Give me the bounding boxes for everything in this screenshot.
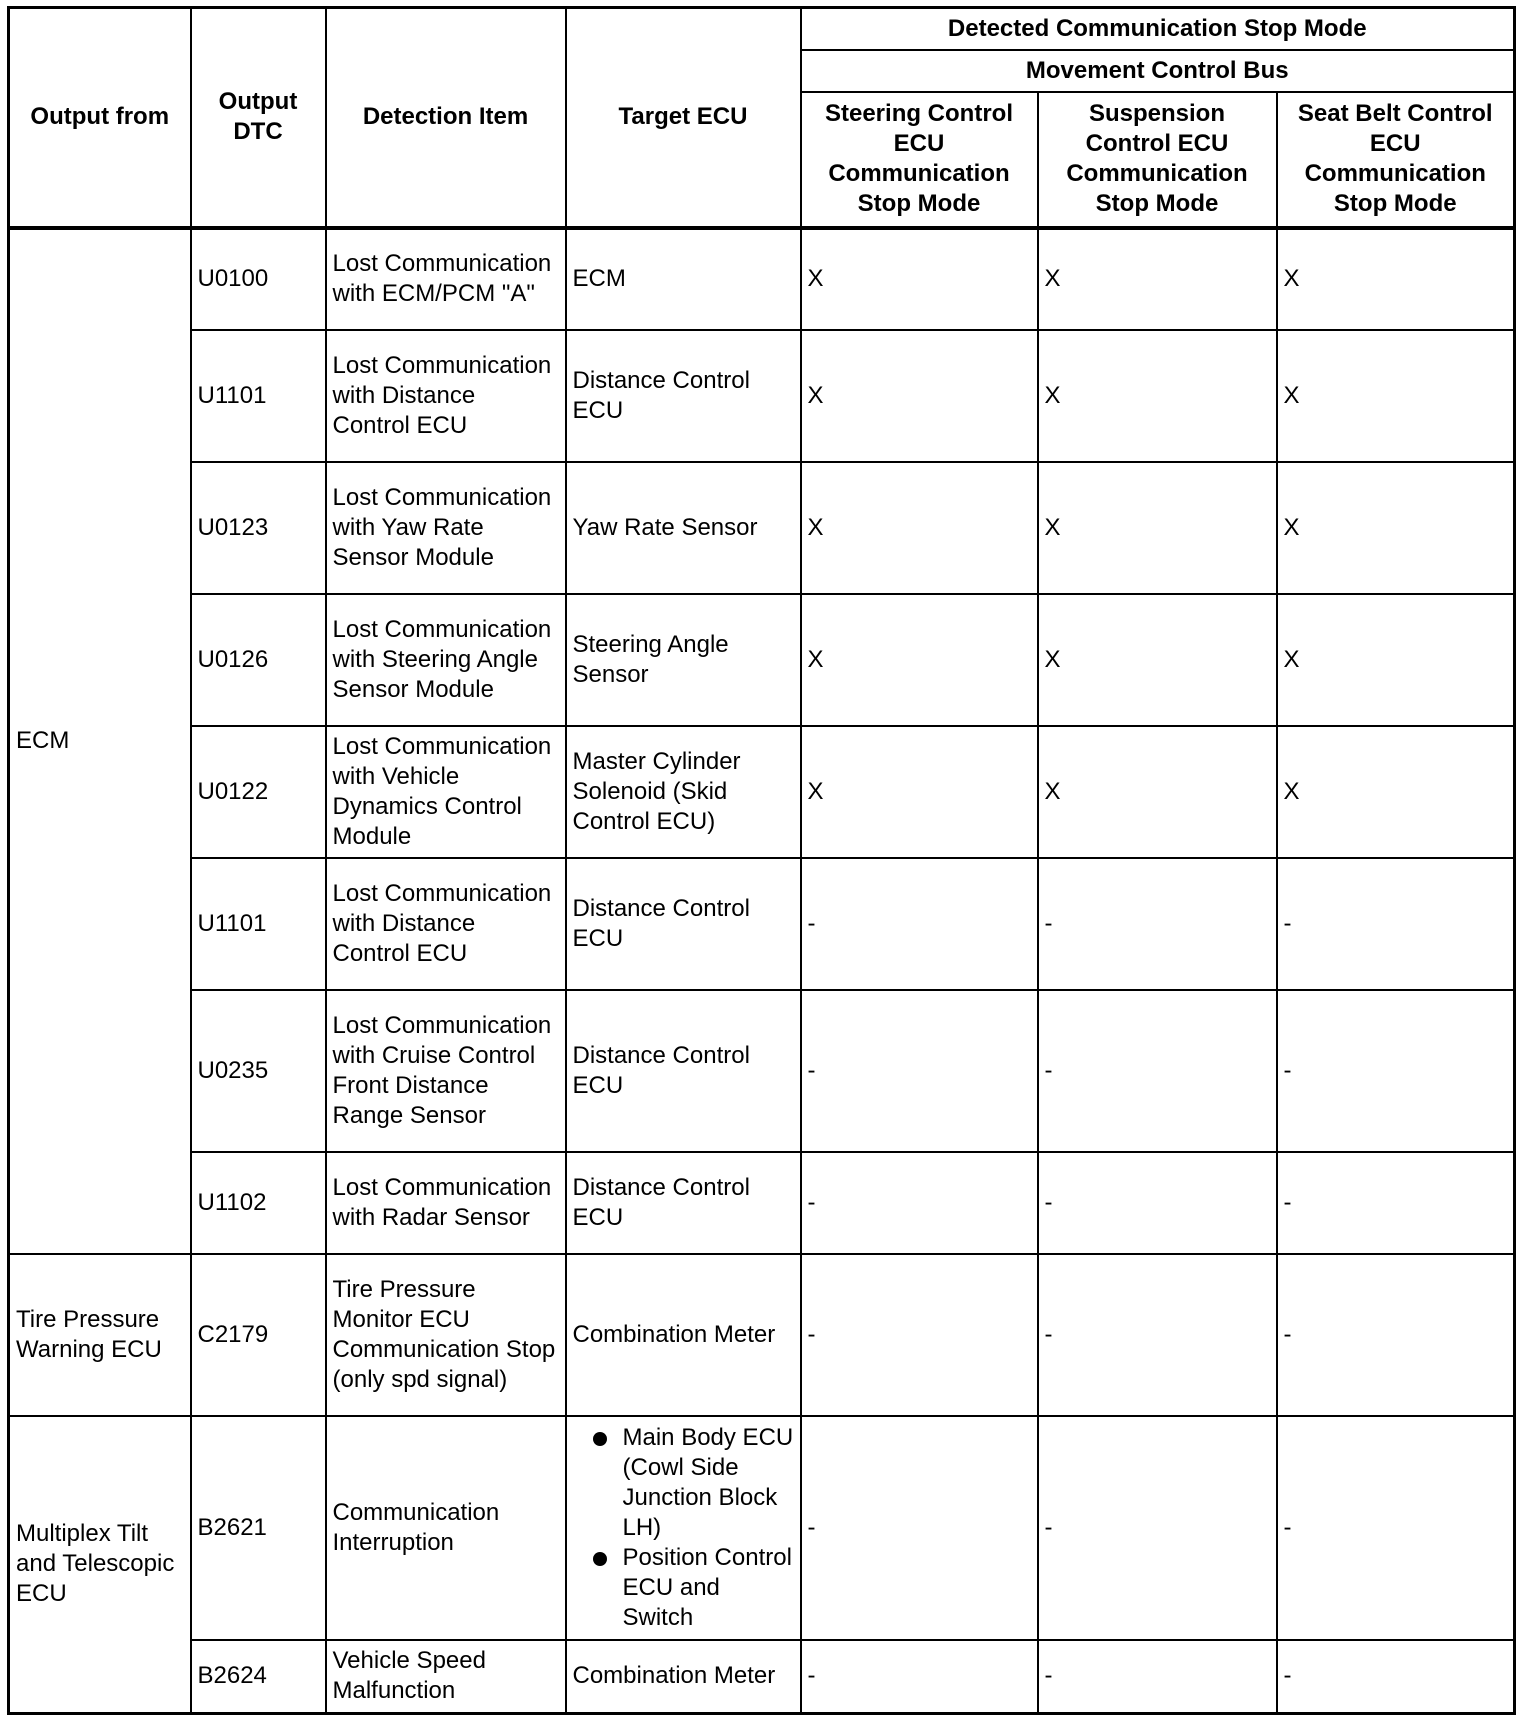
table-row [9,462,1515,594]
seatbelt-mode-cell: X [1277,228,1515,330]
table-row [9,990,1515,1152]
suspension-mode-cell: - [1038,858,1277,990]
steering-mode-cell: X [801,594,1038,726]
seatbelt-mode-cell: X [1277,594,1515,726]
detection-item-cell: Lost Communication with Radar Sensor [326,1152,566,1254]
target-ecu-cell: Master Cylinder Solenoid (Skid Control ECU) [566,726,801,858]
header-output-dtc: Output DTC [191,8,326,228]
header-movement-control-bus: Movement Control Bus [801,50,1515,92]
table-row [9,1254,1515,1416]
dtc-table-wrapper [7,6,1516,1715]
dtc-code-cell: U0123 [191,462,326,594]
target-ecu-list-item: Main Body ECU (Cowl Side Junction Block LH) [622,1423,794,1541]
dtc-code-cell: U1102 [191,1152,326,1254]
steering-mode-cell: X [801,330,1038,462]
output-from-cell: Multiplex Tilt and Telescopic ECU [9,1416,191,1714]
header-output-from: Output from [9,8,191,228]
seatbelt-mode-cell: X [1277,726,1515,858]
dtc-code-cell: U1101 [191,858,326,990]
target-ecu-cell: Distance Control ECU [566,858,801,990]
suspension-mode-cell: X [1038,594,1277,726]
dtc-code-cell: U0126 [191,594,326,726]
dtc-code-cell: B2624 [191,1640,326,1714]
seatbelt-mode-cell: - [1277,990,1515,1152]
table-row [9,1640,1515,1714]
suspension-mode-cell: - [1038,1640,1277,1714]
target-ecu-cell: Distance Control ECU [566,1152,801,1254]
target-ecu-cell: Distance Control ECU [566,990,801,1152]
dtc-code-cell: C2179 [191,1254,326,1416]
detection-item-cell: Communication Interruption [326,1416,566,1640]
detection-item-cell: Lost Communication with Yaw Rate Sensor Module [326,462,566,594]
detection-item-cell: Lost Communication with ECM/PCM "A" [326,228,566,330]
target-ecu-cell: Yaw Rate Sensor [566,462,801,594]
header-target-ecu: Target ECU [566,8,801,228]
seatbelt-mode-cell: - [1277,1152,1515,1254]
output-from-cell: Tire Pressure Warning ECU [9,1254,191,1416]
header-steering-control-ecu: Steering Control ECU Communication Stop Mode [801,92,1038,228]
steering-mode-cell: - [801,1640,1038,1714]
target-ecu-cell: ECM [566,228,801,330]
steering-mode-cell: - [801,990,1038,1152]
suspension-mode-cell: - [1038,990,1277,1152]
detection-item-cell: Lost Communication with Vehicle Dynamics Control Module [326,726,566,858]
suspension-mode-cell: - [1038,1152,1277,1254]
table-row [9,228,1515,330]
dtc-table-body [9,228,1515,1714]
suspension-mode-cell: - [1038,1254,1277,1416]
detection-item-cell: Lost Communication with Cruise Control Front Distance Range Sensor [326,990,566,1152]
dtc-table [7,6,1516,1715]
detection-item-cell: Lost Communication with Distance Control ECU [326,858,566,990]
detection-item-cell: Lost Communication with Distance Control ECU [326,330,566,462]
steering-mode-cell: - [801,1152,1038,1254]
steering-mode-cell: X [801,228,1038,330]
suspension-mode-cell: X [1038,330,1277,462]
steering-mode-cell: X [801,462,1038,594]
target-ecu-cell [566,1416,801,1640]
target-ecu-cell: Steering Angle Sensor [566,594,801,726]
suspension-mode-cell: X [1038,462,1277,594]
seatbelt-mode-cell: X [1277,462,1515,594]
suspension-mode-cell: - [1038,1416,1277,1640]
detection-item-cell: Vehicle Speed Malfunction [326,1640,566,1714]
dtc-code-cell: B2621 [191,1416,326,1640]
dtc-code-cell: U1101 [191,330,326,462]
steering-mode-cell: - [801,1416,1038,1640]
table-row [9,594,1515,726]
dtc-code-cell: U0100 [191,228,326,330]
seatbelt-mode-cell: - [1277,858,1515,990]
steering-mode-cell: - [801,1254,1038,1416]
target-ecu-list-item: Position Control ECU and Switch [622,1543,792,1631]
suspension-mode-cell: X [1038,228,1277,330]
dtc-code-cell: U0235 [191,990,326,1152]
output-from-cell: ECM [9,228,191,1254]
table-row [9,330,1515,462]
seatbelt-mode-cell: - [1277,1640,1515,1714]
target-ecu-list [573,1423,794,1633]
table-row [9,1416,1515,1640]
suspension-mode-cell: X [1038,726,1277,858]
detection-item-cell: Tire Pressure Monitor ECU Communication Stop (only spd signal) [326,1254,566,1416]
target-ecu-cell: Combination Meter [566,1254,801,1416]
dtc-code-cell: U0122 [191,726,326,858]
table-row [9,726,1515,858]
seatbelt-mode-cell: X [1277,330,1515,462]
table-row [9,1152,1515,1254]
header-suspension-control-ecu: Suspension Control ECU Communication Stop Mode [1038,92,1277,228]
target-ecu-cell: Distance Control ECU [566,330,801,462]
detection-item-cell: Lost Communication with Steering Angle Sensor Module [326,594,566,726]
header-detected-communication-stop-mode: Detected Communication Stop Mode [801,8,1515,50]
target-ecu-cell: Combination Meter [566,1640,801,1714]
steering-mode-cell: - [801,858,1038,990]
steering-mode-cell: X [801,726,1038,858]
header-seat-belt-control-ecu: Seat Belt Control ECU Communication Stop Mode [1277,92,1515,228]
header-detection-item: Detection Item [326,8,566,228]
seatbelt-mode-cell: - [1277,1254,1515,1416]
seatbelt-mode-cell: - [1277,1416,1515,1640]
table-row [9,858,1515,990]
